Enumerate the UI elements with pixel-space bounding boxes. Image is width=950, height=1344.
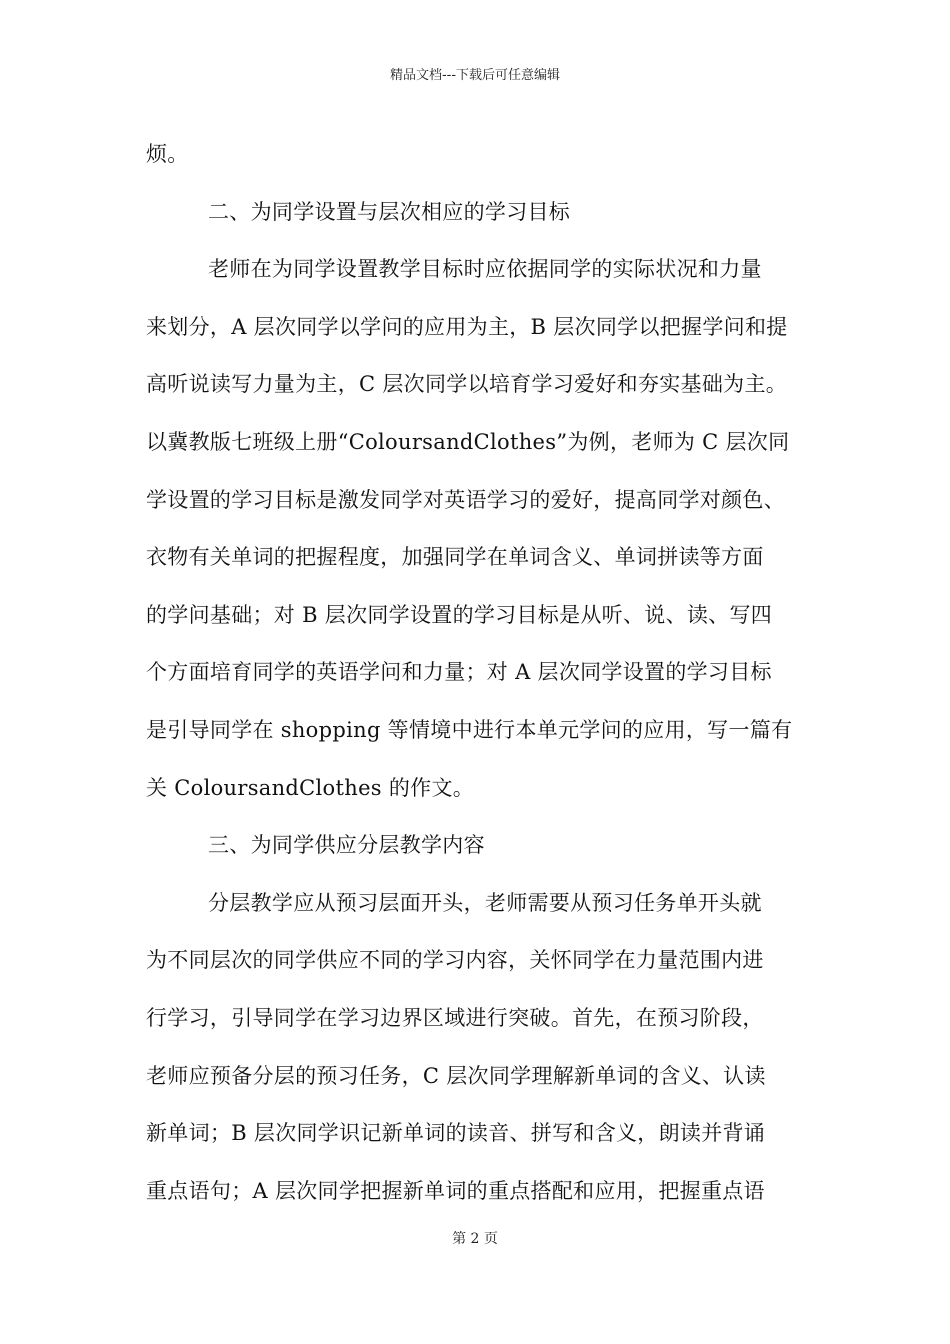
paragraph-line: 来划分，A 层次同学以学问的应用为主，B 层次同学以把握学问和提: [146, 314, 788, 339]
paragraph-line: 个方面培育同学的英语学问和力量；对 A 层次同学设置的学习目标: [146, 660, 772, 685]
paragraph-line: 的学问基础；对 B 层次同学设置的学习目标是从听、说、读、写四: [146, 602, 773, 627]
paragraph-line: 以冀教版七班级上册“ColoursandClothes”为例，老师为 C 层次同: [146, 429, 790, 454]
paragraph-line: 新单词；B 层次同学识记新单词的读音、拼写和含义，朗读并背诵: [146, 1121, 766, 1146]
section-heading: 二、为同学设置与层次相应的学习目标: [208, 199, 571, 224]
page-number: 第 2 页: [452, 1231, 498, 1247]
paragraph-line: 衣物有关单词的把握程度，加强同学在单词含义、单词拼读等方面: [146, 545, 764, 570]
paragraph-line: 关 ColoursandClothes 的作文。: [146, 775, 475, 800]
paragraph-line: 高听说读写力量为主，C 层次同学以培育学习爱好和夯实基础为主。: [146, 372, 788, 397]
paragraph-line: 老师应预备分层的预习任务，C 层次同学理解新单词的含义、认读: [146, 1063, 766, 1088]
paragraph-line: 烦。: [146, 142, 189, 166]
paragraph-line: 是引导同学在 shopping 等情境中进行本单元学问的应用，写一篇有: [146, 717, 793, 742]
section-heading: 三、为同学供应分层教学内容: [208, 833, 485, 858]
paragraph-line: 为不同层次的同学供应不同的学习内容，关怀同学在力量范围内进: [146, 948, 764, 973]
paragraph-line: 学设置的学习目标是激发同学对英语学习的爱好，提高同学对颜色、: [146, 487, 785, 512]
paragraph-line: 老师在为同学设置教学目标时应依据同学的实际状况和力量: [208, 257, 762, 282]
document-body: [146, 134, 826, 1228]
paragraph-line: 重点语句；A 层次同学把握新单词的重点搭配和应用，把握重点语: [146, 1178, 765, 1203]
paragraph-line: 分层教学应从预习层面开头，老师需要从预习任务单开头就: [208, 890, 762, 915]
paragraph-line: 行学习，引导同学在学习边界区域进行突破。首先，在预习阶段，: [146, 1005, 764, 1030]
page-header: 精品文档---下载后可任意编辑: [389, 68, 561, 83]
